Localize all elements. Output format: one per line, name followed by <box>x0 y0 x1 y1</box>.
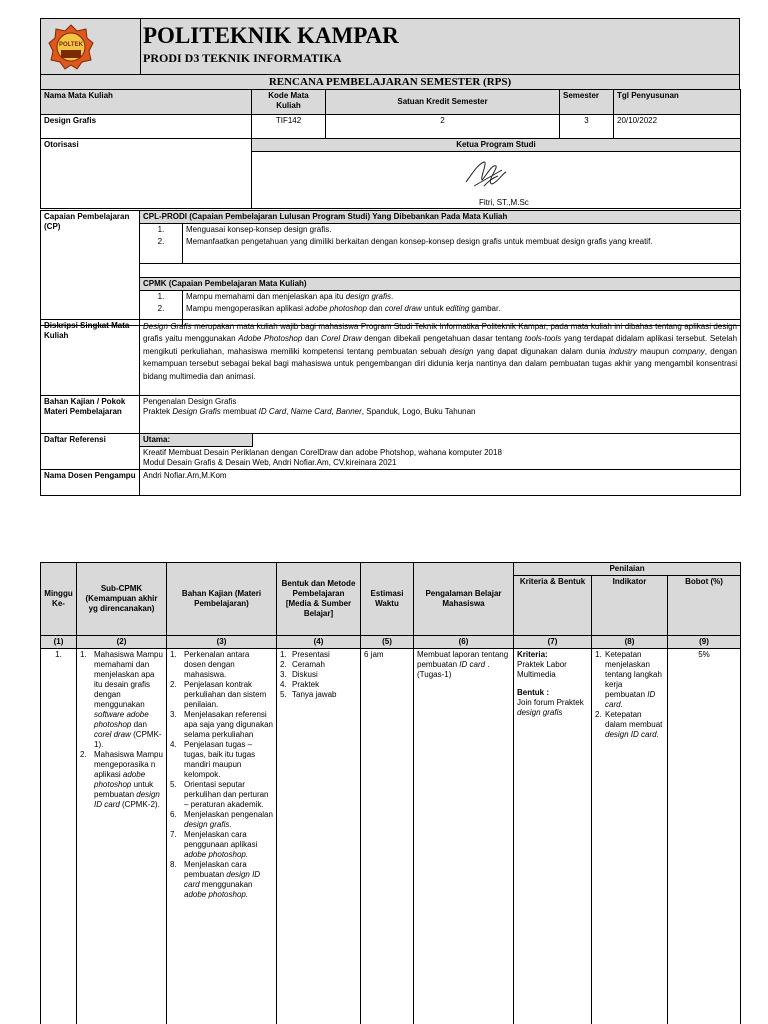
signature-icon <box>462 156 508 192</box>
references-list <box>140 447 741 470</box>
header-week: Minggu Ke- <box>41 563 77 636</box>
cpmk-item: Mampu memahami dan menjelaskan apa itu design grafis. <box>183 290 741 303</box>
row-indicators <box>592 649 668 1024</box>
course-details-table <box>40 319 741 496</box>
header-time: Estimasi Waktu <box>361 563 414 636</box>
description-text: Design Grafis merupakan mata kuliah wajib bagi mahasiswa Program Studi Teknik Informatika Politeknik Kampar, pada mata kuliah ini dibahas tentang aplikasi design grafis yaitu menggunakan Adobe Photoshop dan Corel Draw dengan dibekali pengetahuan dasar tentang tools-tools yang terdapat didalam aplikasi tersebut. Setelah mengikuti perkuliahan, mahasiswa memiliki kompetensi tentang pembuatan sebuah design yang dapat digunakan dalam dunia industry maupun company, dengan kemampuan tersebut sebagai bekal bagi mahasiswa untuk pengembangan diri didunia kerja nantinya dan dalam pembuatan tugas akhir yang mengambil konsentrasi bidang multimedia dan animasi. <box>140 320 741 396</box>
list-item: 6. Menjelaskan pengenalan design grafis. <box>170 810 273 829</box>
cp-table <box>40 210 741 326</box>
cpl-item: Memanfaatkan pengetahuan yang dimiliki berkaitan dengan konsep-konsep design grafis untuk membuat design grafis yang kreatif. <box>183 236 741 263</box>
references-main-label: Utama: <box>140 434 253 447</box>
head-of-program-name: Fitri, ST.,M.Sc <box>479 198 529 207</box>
col-number: (7) <box>514 636 592 649</box>
lecturer-name: Andri Nofiar.Am,M.Kom <box>140 470 741 496</box>
row-criteria: Kriteria: Praktek Labor Multimedia Bentuk : Join forum Praktek design grafis <box>514 649 592 1024</box>
cpl-item-num: 2. <box>140 236 183 263</box>
list-item: 3. Diskusi <box>280 670 318 679</box>
list-item: 2. Penjelasan kontrak perkuliahan dan sistem penilaian. <box>170 680 267 709</box>
header-criteria: Kriteria & Bentuk <box>514 576 592 636</box>
list-item: 1. Presentasi <box>280 650 330 659</box>
cpl-item: Menguasai konsep-konsep design grafis. <box>183 224 741 237</box>
label-lecturer: Nama Dosen Pengampu <box>41 470 140 496</box>
list-item: 2. Ketepatan dalam membuat design ID card. <box>595 710 663 739</box>
list-item: 7. Menjelaskan cara penggunaan aplikasi adobe photoshop. <box>170 830 258 859</box>
list-item: 8. Menjelaskan cara pembuatan design ID card menggunakan adobe photoshop. <box>170 860 261 899</box>
row-week: 1. <box>41 649 77 1024</box>
list-item: 5. Tanya jawab <box>280 690 337 699</box>
label-materials: Bahan Kajian / Pokok Materi Pembelajaran <box>41 396 140 434</box>
reference-item: Modul Desain Grafis & Desain Web, Andri Nofiar.Am, CV.kireinara 2021 <box>143 458 397 467</box>
value-semester: 3 <box>560 115 614 139</box>
cpl-item-num: 1. <box>140 224 183 237</box>
header-weight: Bobot (%) <box>668 576 741 636</box>
signature-cell <box>252 152 741 209</box>
list-item: 4. Praktek <box>280 680 320 689</box>
col-number: (4) <box>277 636 361 649</box>
col-number: (3) <box>167 636 277 649</box>
label-description: Diskripsi Singkat Mata Kuliah <box>41 320 140 396</box>
value-course-code: TIF142 <box>252 115 326 139</box>
cpmk-item-num: 2. <box>140 303 183 326</box>
svg-text:POLTEK: POLTEK <box>59 42 83 48</box>
list-item: 1. Ketepatan menjelaskan tentang langkah kerja pembuatan ID card. <box>595 650 662 709</box>
row-weight: 5% <box>668 649 741 1024</box>
label-date: Tgl Penyusunan <box>614 90 741 115</box>
document-title: RENCANA PEMBELAJARAN SEMESTER (RPS) <box>40 75 740 90</box>
cpmk-item-num: 1. <box>140 290 183 303</box>
value-date: 20/10/2022 <box>614 115 741 139</box>
col-number: (6) <box>414 636 514 649</box>
cpl-title: CPL-PRODI (Capaian Pembelajaran Lulusan Program Studi) Yang Dibebankan Pada Mata Kuliah <box>140 211 741 224</box>
header-material: Bahan Kajian (Materi Pembelajaran) <box>167 563 277 636</box>
list-item: 4. Penjelasan tugas – tugas, baik itu tugas mandiri maupun kelompok. <box>170 740 256 779</box>
row-time: 6 jam <box>361 649 414 1024</box>
col-number: (9) <box>668 636 741 649</box>
label-references: Daftar Referensi <box>41 434 140 470</box>
value-credits: 2 <box>326 115 560 139</box>
header-experience: Pengalaman Belajar Mahasiswa <box>414 563 514 636</box>
header-assessment: Penilaian <box>514 563 741 576</box>
header-indicator: Indikator <box>592 576 668 636</box>
label-credits: Satuan Kredit Semester <box>326 90 560 115</box>
document-header <box>40 18 740 75</box>
course-info-table <box>40 89 741 209</box>
cp-spacer <box>140 263 741 277</box>
materials-text: Pengenalan Design Grafis Praktek Design Grafis membuat ID Card, Name Card, Banner, Spanduk, Logo, Buku Tahunan <box>140 396 741 434</box>
col-number: (1) <box>41 636 77 649</box>
references-blank <box>253 434 741 447</box>
col-number: (2) <box>77 636 167 649</box>
value-course-name: Design Grafis <box>41 115 252 139</box>
label-cp: Capaian Pembelajaran (CP) <box>41 211 140 326</box>
header-method: Bentuk dan Metode Pembelajaran [Media & Sumber Belajar] <box>277 563 361 636</box>
col-number: (5) <box>361 636 414 649</box>
institution-name: POLITEKNIK KAMPAR <box>143 23 399 48</box>
weekly-plan-table <box>40 562 741 1024</box>
row-materials <box>167 649 277 1024</box>
list-item: 1. Mahasiswa Mampu memahami dan menjelaskan apa itu desain grafis dengan menggunakan software adobe photoshop dan corel draw (CPMK-1). <box>80 650 163 749</box>
label-course-code: Kode Mata Kuliah <box>252 90 326 115</box>
program-name: PRODI D3 TEKNIK INFORMATIKA <box>143 51 342 65</box>
col-number: (8) <box>592 636 668 649</box>
politeknik-logo-icon <box>47 23 95 71</box>
logo-cell <box>41 19 141 74</box>
list-item: 1. Perkenalan antara dosen dengan mahasiswa. <box>170 650 250 679</box>
label-authorization: Otorisasi <box>41 139 252 209</box>
label-course-name: Nama Mata Kuliah <box>41 90 252 115</box>
head-of-program-title: Ketua Program Studi <box>252 139 741 152</box>
row-sub-cpmk <box>77 649 167 1024</box>
row-methods <box>277 649 361 1024</box>
label-semester: Semester <box>560 90 614 115</box>
list-item: 2. Ceramah <box>280 660 325 669</box>
cpmk-title: CPMK (Capaian Pembelajaran Mata Kuliah) <box>140 277 741 290</box>
list-item: 3. Menjelasakan referensi apa saja yang digunakan selama perkuliahan <box>170 710 273 739</box>
table-row <box>41 649 741 1024</box>
reference-item: Kreatif Membuat Desain Periklanan dengan CorelDraw dan adobe Photshop, wahana komputer 2018 <box>143 448 502 457</box>
list-item: 5. Orientasi seputar perkulihan dan perturan – peraturan akademik. <box>170 780 269 809</box>
list-item: 2. Mahasiswa Mampu mengeporasika n aplikasi adobe photoshop untuk pembuatan design ID card (CPMK-2). <box>80 750 163 809</box>
header-sub-cpmk: Sub-CPMK (Kemampuan akhir yg direncanakan) <box>77 563 167 636</box>
row-experience: Membuat laporan tentang pembuatan ID card .(Tugas-1) <box>414 649 514 1024</box>
cpmk-item: Mampu mengoperasikan aplikasi adobe photoshop dan corel draw untuk editing gambar. <box>183 303 741 326</box>
